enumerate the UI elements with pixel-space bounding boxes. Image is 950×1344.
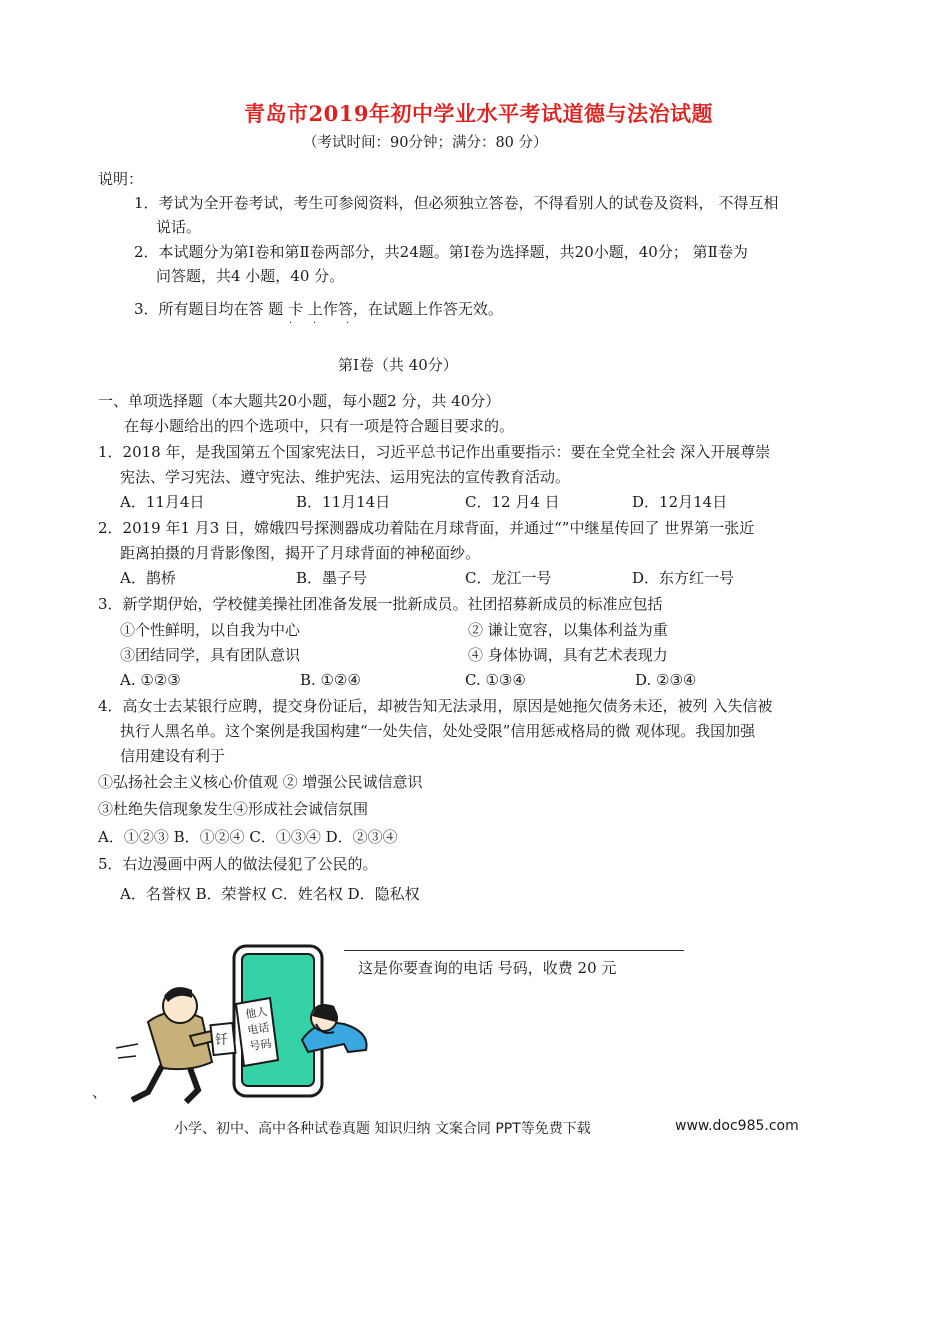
q5-options: A．名誉权 B．荣誉权 C．姓名权 D．隐私权	[120, 885, 420, 903]
q1-option-c: C．12 月4 日	[465, 493, 560, 511]
question-5-line1: 5．右边漫画中两人的做法侵犯了公民的。	[98, 855, 378, 873]
emphasis-dot: ·	[289, 318, 293, 329]
part-note: 在每小题给出的四个选项中，只有一项是符合题目要求的。	[124, 417, 515, 435]
question-2-line1: 2．2019 年1 月3 日，嫦娥四号探测器成功着陆在月球背面，并通过“”中继星传回了 世界第一张近	[98, 519, 755, 537]
footer-url[interactable]: www.doc985.com	[675, 1118, 799, 1134]
q3-statement-4: ④ 身体协调，具有艺术表现力	[468, 646, 668, 664]
section-title: 第Ⅰ卷（共 40分）	[338, 356, 458, 374]
question-1-line2: 宪法、学习宪法、遵守宪法、维护宪法、运用宪法的宣传教育活动。	[120, 468, 571, 486]
footer-text: 小学、初中、高中各种试卷真题 知识归纳 文案合同 PPT等免费下载	[174, 1121, 591, 1137]
q1-option-b: B．11月14日	[296, 493, 391, 511]
question-3-line1: 3．新学期伊始，学校健美操社团准备发展一批新成员。社团招募新成员的标准应包括	[98, 595, 663, 613]
question-4-line3: 信用建设有利于	[120, 747, 226, 765]
q2-option-a: A．鹊桥	[120, 569, 176, 587]
emphasis-dot: ·	[313, 318, 317, 329]
stray-mark: 、	[92, 1083, 108, 1101]
instruction-2-line1: 2．本试题分为第Ⅰ卷和第Ⅱ卷两部分，共24题。第Ⅰ卷为选择题，共20小题，40分； 第Ⅱ卷为	[134, 243, 748, 261]
question-1-line1: 1．2018 年，是我国第五个国家宪法日，习近平总书记作出重要指示：要在全党全社会 深入开展尊崇	[98, 443, 771, 461]
emphasis-dot: ·	[346, 318, 350, 329]
question-4-line1: 4．高女士去某银行应聘，提交身份证后，却被告知无法录用，原因是她拖欠债务未还，被列 入失信被	[98, 697, 773, 715]
money-sign-text: 钎	[215, 1033, 229, 1048]
instructions-label: 说明：	[98, 170, 144, 188]
instruction-1-line1: 1．考试为全开卷考试，考生可参阅资料，但必须独立答卷，不得看别人的试卷及资料， 不得互相	[134, 194, 779, 212]
q2-option-c: C．龙江一号	[465, 569, 552, 587]
exam-time-note: （考试时间：90分钟；满分：80 分）	[303, 135, 548, 151]
q3-statement-1: ①个性鲜明，以自我为中心	[120, 621, 301, 639]
paper-text-2: 电话	[246, 1021, 271, 1037]
question-2-line2: 距离拍摄的月背影像图，揭开了月球背面的神秘面纱。	[120, 544, 481, 562]
instruction-1-line2: 说话。	[156, 218, 202, 236]
paper-text-3: 号码	[248, 1037, 273, 1053]
part-heading: 一、单项选择题（本大题共20小题，每小题2 分，共 40分）	[98, 392, 501, 410]
q4-options: A．①②③ B．①②④ C．①③④ D．②③④	[98, 828, 398, 846]
q3-option-a: A. ①②③	[120, 671, 181, 689]
q1-option-d: D．12月14日	[632, 493, 728, 511]
cartoon-illustration	[112, 940, 382, 1110]
instruction-2-line2: 问答题，共4 小题，40 分。	[156, 267, 345, 285]
document-title: 青岛市2019年初中学业水平考试道德与法治试题	[244, 101, 713, 126]
q2-option-b: B．墨子号	[296, 569, 368, 587]
q3-option-b: B. ①②④	[300, 671, 361, 689]
q3-option-d: D. ②③④	[635, 671, 697, 689]
q3-option-c: C. ①③④	[465, 671, 526, 689]
instruction-3: 3．所有题目均在答 题 卡 上作答，在试题上作答无效。	[134, 300, 503, 318]
q4-statements-line2: ③杜绝失信现象发生④形成社会诚信氛围	[98, 800, 369, 818]
paper-text-1: 他人	[244, 1005, 269, 1021]
phone-number-paper	[236, 998, 278, 1066]
caption-line	[344, 950, 684, 951]
question-4-line2: 执行人黑名单。这个案例是我国构建“一处失信，处处受限”信用惩戒格局的微 观体现。我国加强	[120, 722, 756, 740]
q1-option-a: A．11月4日	[120, 493, 205, 511]
cartoon-caption: 这是你要查询的电话 号码，收费 20 元	[358, 959, 617, 977]
q2-option-d: D．东方红一号	[632, 569, 735, 587]
q3-statement-3: ③团结同学，具有团队意识	[120, 646, 301, 664]
q4-statements-line1: ①弘扬社会主义核心价值观 ② 增强公民诚信意识	[98, 773, 423, 791]
q3-statement-2: ② 谦让宽容，以集体利益为重	[468, 621, 668, 639]
customer-figure	[116, 987, 236, 1102]
